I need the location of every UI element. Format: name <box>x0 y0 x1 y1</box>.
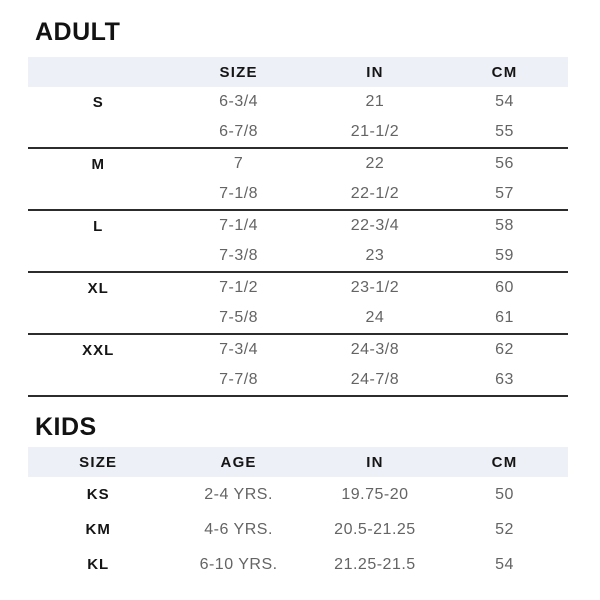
cm-cell: 50 <box>495 485 514 503</box>
table-row <box>28 149 568 179</box>
hat-size-cell: 7-3/4 <box>219 341 259 358</box>
adult-table-header-row <box>28 57 568 87</box>
inches-cell: 21 <box>365 93 385 110</box>
size-chart-page <box>28 0 568 582</box>
inches-cell: 23 <box>365 247 385 264</box>
kids-header-age: AGE <box>220 453 257 471</box>
cm-cell: 59 <box>495 247 514 264</box>
cm-cell: 62 <box>495 341 514 358</box>
cm-cell: 61 <box>495 309 514 326</box>
adult-size-table <box>28 57 568 397</box>
inches-cell: 22 <box>365 155 385 172</box>
hat-size-cell: 6-3/4 <box>219 93 259 110</box>
kids-table-header-row <box>28 447 568 477</box>
hat-size-cell: 6-7/8 <box>219 123 259 140</box>
size-label-cell: S <box>92 93 104 111</box>
cm-cell: 55 <box>495 123 514 140</box>
adult-size-group-m <box>28 149 568 211</box>
hat-size-cell: 7-1/4 <box>219 217 259 234</box>
hat-size-cell: 7-1/8 <box>219 185 259 202</box>
age-cell: 4-6 YRS. <box>204 520 273 538</box>
adult-section-title: ADULT <box>35 18 121 46</box>
adult-size-group-l <box>28 211 568 273</box>
cm-cell: 58 <box>495 217 514 234</box>
hat-size-cell: 7-7/8 <box>219 371 259 388</box>
inches-cell: 24 <box>365 309 385 326</box>
size-label-cell: XL <box>87 279 109 297</box>
size-label-cell: L <box>93 217 104 235</box>
age-cell: 2-4 YRS. <box>204 485 273 503</box>
inches-cell: 22-3/4 <box>350 217 400 234</box>
inches-cell: 22-1/2 <box>350 185 400 202</box>
cm-cell: 63 <box>495 371 514 388</box>
adult-size-group-xl <box>28 273 568 335</box>
kids-header-cm: CM <box>491 453 518 471</box>
adult-header-in: IN <box>366 63 384 81</box>
inches-cell: 21.25-21.5 <box>334 555 416 573</box>
inches-cell: 24-3/8 <box>350 341 400 358</box>
table-row <box>28 179 568 209</box>
table-row <box>28 335 568 365</box>
inches-cell: 21-1/2 <box>350 123 400 140</box>
inches-cell: 23-1/2 <box>350 279 400 296</box>
table-row <box>28 241 568 271</box>
size-label-cell: M <box>91 155 105 173</box>
hat-size-cell: 7 <box>233 155 244 172</box>
adult-size-group-xxl <box>28 335 568 397</box>
size-label-cell: KM <box>85 521 111 538</box>
table-row <box>28 211 568 241</box>
table-row <box>28 365 568 395</box>
table-row <box>28 87 568 117</box>
kids-section-title: KIDS <box>35 413 97 441</box>
inches-cell: 24-7/8 <box>350 371 400 388</box>
hat-size-cell: 7-5/8 <box>219 309 259 326</box>
kids-header-size: SIZE <box>79 453 118 471</box>
cm-cell: 57 <box>495 185 514 202</box>
hat-size-cell: 7-1/2 <box>219 279 259 296</box>
kids-header-in: IN <box>366 453 384 471</box>
cm-cell: 56 <box>495 155 514 172</box>
adult-header-size: SIZE <box>219 63 258 81</box>
hat-size-cell: 7-3/8 <box>219 247 259 264</box>
inches-cell: 19.75-20 <box>341 485 409 503</box>
cm-cell: 60 <box>495 279 514 296</box>
table-row <box>28 303 568 333</box>
size-label-cell: XXL <box>82 341 115 359</box>
size-label-cell: KL <box>87 556 110 573</box>
kids-size-table <box>28 447 568 582</box>
age-cell: 6-10 YRS. <box>199 555 278 573</box>
cm-cell: 54 <box>495 93 514 110</box>
table-row <box>28 117 568 147</box>
table-row <box>28 547 568 582</box>
inches-cell: 20.5-21.25 <box>334 520 416 538</box>
adult-header-cm: CM <box>491 63 518 81</box>
cm-cell: 52 <box>495 520 514 538</box>
table-row <box>28 273 568 303</box>
cm-cell: 54 <box>495 555 514 573</box>
table-row <box>28 512 568 547</box>
adult-size-group-s <box>28 87 568 149</box>
table-row <box>28 477 568 512</box>
size-label-cell: KS <box>86 486 110 503</box>
